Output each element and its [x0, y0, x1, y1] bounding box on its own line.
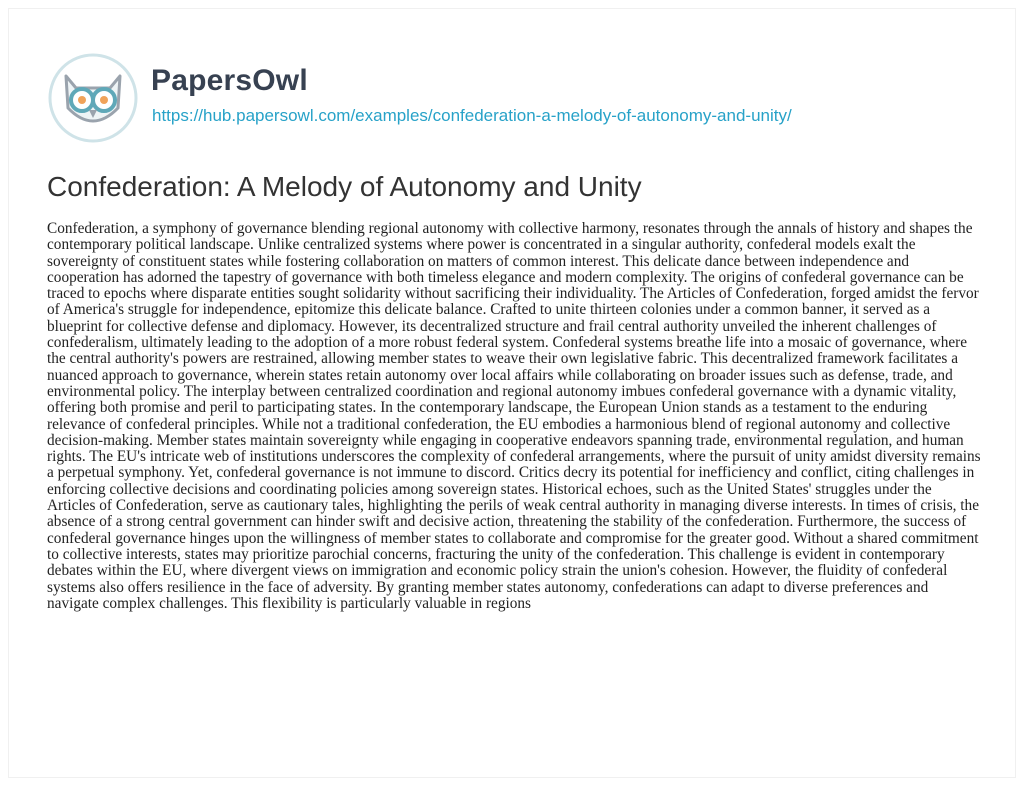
owl-logo-icon[interactable] [46, 48, 140, 144]
header [46, 30, 996, 150]
article-url-link[interactable]: https://hub.papersowl.com/examples/confederation-a-melody-of-autonomy-and-unity/ [152, 106, 792, 125]
article-title: Confederation: A Melody of Autonomy and Unity [47, 171, 642, 202]
article-body: Confederation, a symphony of governance blending regional autonomy with collective harmony, resonates through the annals of history and shapes the contemporary political landscape. Unlike centralized systems where power is concentrated in a singular authority, confederal models exalt the sovereignty of constituent states while fostering collaboration on matters of common interest. This delicate dance between independence and cooperation has adorned the tapestry of governance with both timeless elegance and modern complexity. The origins of confederal governance can be traced to epochs where disparate entities sought solidarity without sacrificing their individuality. The Articles of Confederation, forged amidst the fervor of America's struggle for independence, epitomize this delicate balance. Crafted to unite thirteen colonies under a common banner, it served as a blueprint for collective defense and diplomacy. However, its decentralized structure and frail central authority unveiled the inherent challenges of confederalism, ultimately leading to the adoption of a more robust federal system. Confederal systems breathe life into a mosaic of governance, where the central authority's powers are restrained, allowing member states to weave their own legislative fabric. This decentralized framework facilitates a nuanced approach to governance, wherein states retain autonomy over local affairs while collaborating on broader issues such as defense, trade, and environmental policy. The interplay between centralized coordination and regional autonomy imbues confederal governance with a dynamic vitality, offering both promise and peril to participating states. In the contemporary landscape, the European Union stands as a testament to the enduring relevance of confederal principles. While not a traditional confederation, the EU embodies a harmonious blend of regional autonomy and collective decision-making. Member states maintain sovereignty while engaging in cooperative endeavors spanning trade, environmental regulation, and human rights. The EU's intricate web of institutions underscores the complexity of confederal arrangements, where the pursuit of unity amidst diversity remains a perpetual symphony. Yet, confederal governance is not immune to discord. Critics decry its potential for inefficiency and conflict, citing challenges in enforcing collective decisions and coordinating policies among sovereign states. Historical echoes, such as the United States' struggles under the Articles of Confederation, serve as cautionary tales, highlighting the perils of weak central authority in managing diverse interests. In times of crisis, the absence of a strong central government can hinder swift and decisive action, threatening the stability of the confederation. Furthermore, the success of confederal governance hinges upon the willingness of member states to collaborate and compromise for the greater good. Without a shared commitment to collective interests, states may prioritize parochial concerns, fracturing the unity of the confederation. This challenge is evident in contemporary debates within the EU, where divergent views on immigration and economic policy strain the union's cohesion. However, the fluidity of confederal systems also offers resilience in the face of adversity. By granting member states autonomy, confederations can adapt to diverse preferences and navigate complex challenges. This flexibility is particularly valuable in regions [47, 220, 981, 612]
brand-name[interactable]: PapersOwl [151, 64, 308, 97]
